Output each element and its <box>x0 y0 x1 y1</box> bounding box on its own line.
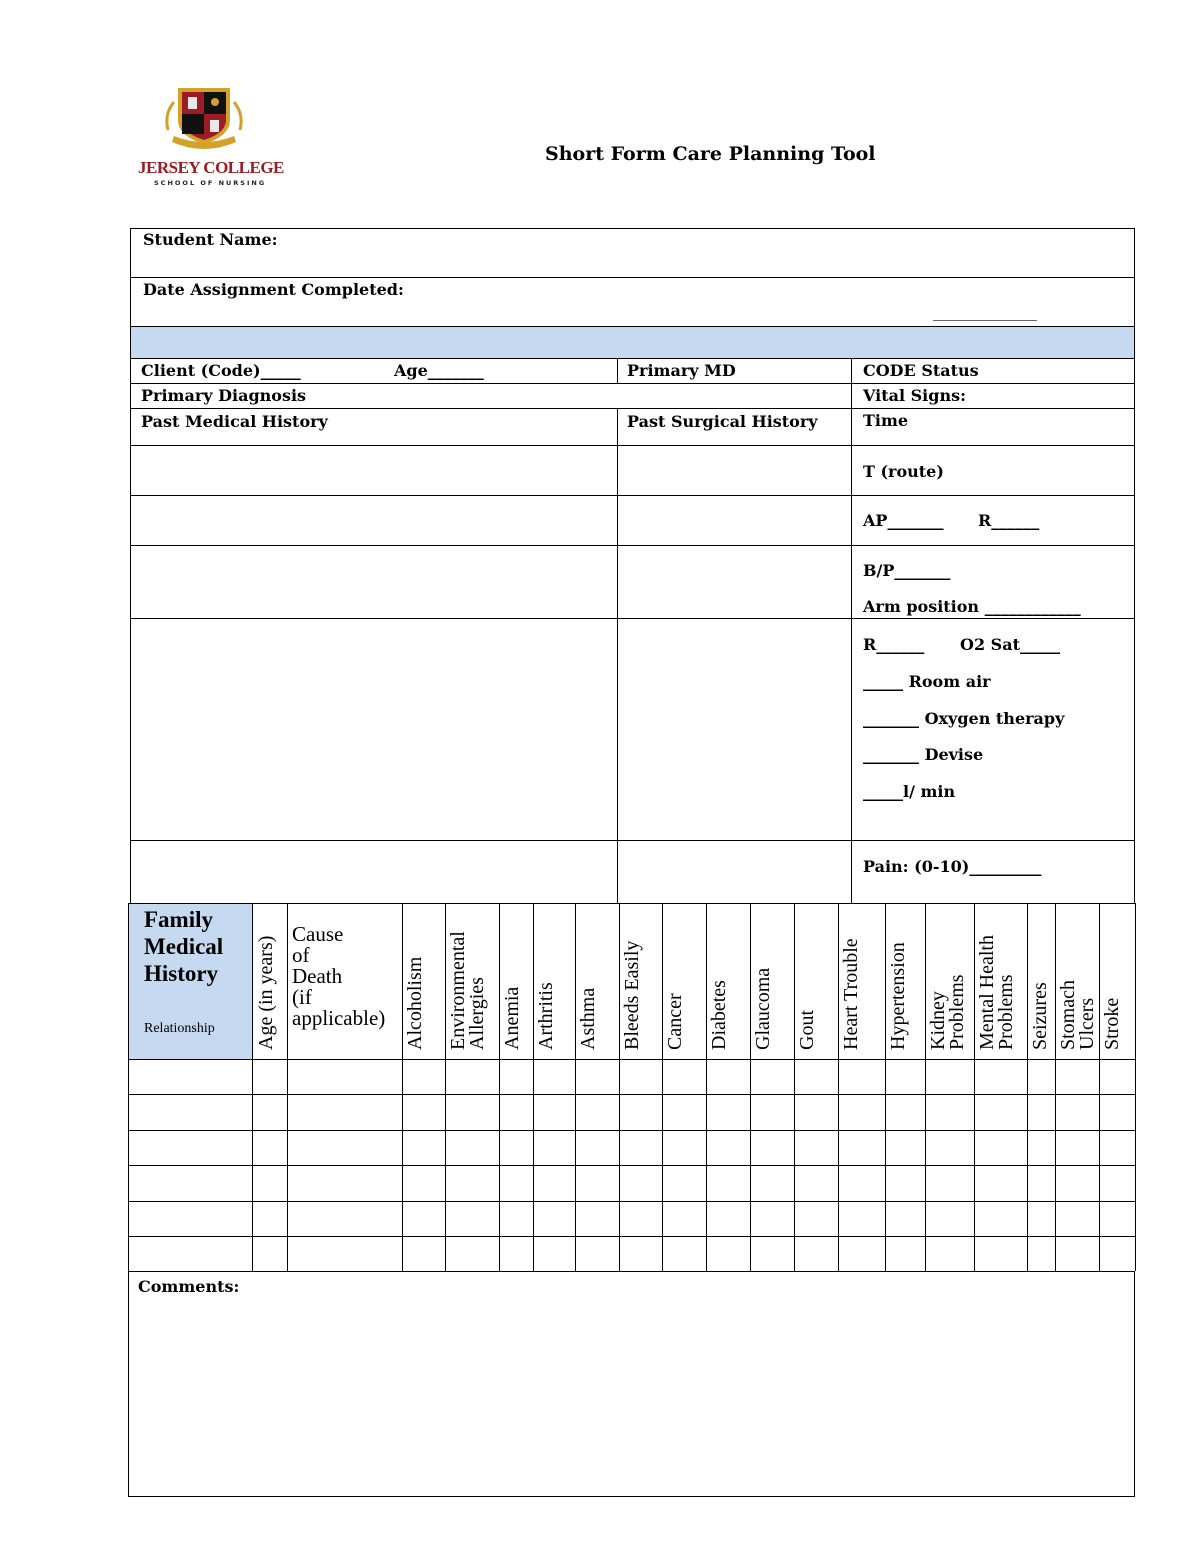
history-cell[interactable] <box>253 1131 287 1165</box>
history-cell[interactable] <box>500 1095 533 1130</box>
history-cell[interactable] <box>288 1202 402 1236</box>
history-cell[interactable] <box>534 1060 575 1094</box>
history-cell[interactable] <box>253 1166 287 1201</box>
history-cell[interactable] <box>500 1237 533 1271</box>
history-cell[interactable] <box>403 1131 445 1165</box>
condition-header-line: Problems <box>946 974 968 1050</box>
family-history-title: Family Medical History <box>144 907 224 986</box>
history-cell[interactable] <box>253 1202 287 1236</box>
arm-position-field[interactable]: Arm position ____________ <box>863 597 1081 616</box>
condition-header-line: Arthritis <box>535 982 557 1050</box>
date-completed-blank[interactable]: _____________ <box>933 302 1037 321</box>
condition-header-seizures <box>1031 982 1050 1050</box>
history-cell[interactable] <box>751 1060 794 1094</box>
condition-header-asthma <box>579 988 598 1050</box>
history-cell[interactable] <box>795 1095 838 1130</box>
history-cell[interactable] <box>707 1131 750 1165</box>
relationship-cell[interactable] <box>129 1202 252 1236</box>
history-cell[interactable] <box>446 1131 499 1165</box>
history-cell[interactable] <box>839 1060 885 1094</box>
condition-header-line: Gout <box>796 1010 818 1050</box>
history-cell[interactable] <box>886 1060 925 1094</box>
relationship-cell[interactable] <box>129 1095 252 1130</box>
age-column-header: Age (in years) <box>255 935 277 1050</box>
history-cell[interactable] <box>288 1060 402 1094</box>
primary-md-label[interactable]: Primary MD <box>627 361 736 380</box>
condition-header-gout <box>798 1010 817 1050</box>
history-cell[interactable] <box>1028 1202 1055 1236</box>
condition-header-heart-trouble <box>842 938 861 1050</box>
condition-header-line: Kidney <box>927 991 949 1050</box>
condition-header-line: Stomach <box>1057 980 1079 1050</box>
history-cell[interactable] <box>403 1095 445 1130</box>
age-field[interactable]: Age_______ <box>394 361 484 380</box>
history-cell[interactable] <box>926 1237 974 1271</box>
history-cell[interactable] <box>253 1237 287 1271</box>
history-cell[interactable] <box>576 1131 619 1165</box>
oxygen-device-field[interactable]: _______ Devise <box>863 745 984 764</box>
history-cell[interactable] <box>534 1237 575 1271</box>
history-cell[interactable] <box>975 1237 1027 1271</box>
condition-header-cancer <box>666 993 685 1050</box>
relationship-cell[interactable] <box>129 1166 252 1201</box>
history-cell[interactable] <box>620 1095 662 1130</box>
condition-header-line: Environmental <box>447 931 469 1050</box>
history-cell[interactable] <box>751 1237 794 1271</box>
history-cell[interactable] <box>576 1060 619 1094</box>
history-cell[interactable] <box>707 1166 750 1201</box>
history-cell[interactable] <box>1056 1237 1099 1271</box>
primary-diagnosis-label[interactable]: Primary Diagnosis <box>141 386 307 405</box>
logo-subtext: SCHOOL OF NURSING <box>154 179 267 187</box>
history-cell[interactable] <box>975 1095 1027 1130</box>
history-cell[interactable] <box>446 1202 499 1236</box>
history-cell[interactable] <box>1100 1202 1135 1236</box>
relationship-label: Relationship <box>144 1021 215 1036</box>
condition-header-line: Mental Health <box>976 935 998 1050</box>
date-completed-label[interactable]: Date Assignment Completed: <box>143 280 404 299</box>
room-air-field[interactable]: _____ Room air <box>863 672 991 691</box>
history-cell[interactable] <box>795 1060 838 1094</box>
history-cell[interactable] <box>663 1237 706 1271</box>
condition-header-line: Anemia <box>501 986 523 1050</box>
history-cell[interactable] <box>446 1060 499 1094</box>
client-code-field[interactable]: Client (Code)_____ <box>141 361 301 380</box>
history-cell[interactable] <box>446 1237 499 1271</box>
history-cell[interactable] <box>1028 1095 1055 1130</box>
history-cell[interactable] <box>1100 1237 1135 1271</box>
history-cell[interactable] <box>500 1166 533 1201</box>
history-cell[interactable] <box>707 1237 750 1271</box>
past-surgical-history-label: Past Surgical History <box>627 412 818 431</box>
history-cell[interactable] <box>751 1202 794 1236</box>
history-cell[interactable] <box>839 1131 885 1165</box>
history-cell[interactable] <box>534 1202 575 1236</box>
history-cell[interactable] <box>886 1202 925 1236</box>
vital-signs-label: Vital Signs: <box>863 386 966 405</box>
history-cell[interactable] <box>663 1131 706 1165</box>
history-cell[interactable] <box>926 1166 974 1201</box>
history-cell[interactable] <box>707 1095 750 1130</box>
history-cell[interactable] <box>1056 1131 1099 1165</box>
history-cell[interactable] <box>534 1166 575 1201</box>
condition-header-line: Allergies <box>466 977 488 1050</box>
temperature-field[interactable]: T (route) <box>863 462 944 481</box>
crest-icon <box>164 84 244 154</box>
comments-label: Comments: <box>138 1277 240 1296</box>
condition-header-line: Asthma <box>577 987 599 1050</box>
history-cell[interactable] <box>707 1202 750 1236</box>
history-cell[interactable] <box>500 1202 533 1236</box>
history-cell[interactable] <box>839 1202 885 1236</box>
history-cell[interactable] <box>446 1095 499 1130</box>
history-cell[interactable] <box>795 1166 838 1201</box>
jersey-college-logo <box>136 84 284 192</box>
history-cell[interactable] <box>795 1131 838 1165</box>
history-cell[interactable] <box>1028 1060 1055 1094</box>
history-cell[interactable] <box>620 1131 662 1165</box>
apical-pulse-field[interactable]: AP_______ <box>863 511 944 530</box>
history-cell[interactable] <box>926 1060 974 1094</box>
history-cell[interactable] <box>403 1166 445 1201</box>
page-title: Short Form Care Planning Tool <box>545 143 876 165</box>
history-cell[interactable] <box>886 1166 925 1201</box>
condition-header-diabetes <box>710 980 729 1050</box>
history-cell[interactable] <box>926 1202 974 1236</box>
condition-header-line: Diabetes <box>708 980 730 1050</box>
oxygen-therapy-field[interactable]: _______ Oxygen therapy <box>863 709 1065 728</box>
condition-header-line: Seizures <box>1029 982 1051 1050</box>
history-cell[interactable] <box>1100 1131 1135 1165</box>
condition-header-line: Stroke <box>1101 997 1123 1050</box>
condition-header-line: Hypertension <box>887 942 909 1050</box>
pain-scale-field[interactable]: Pain: (0-10)_________ <box>863 857 1042 876</box>
history-cell[interactable] <box>795 1237 838 1271</box>
history-cell[interactable] <box>1028 1237 1055 1271</box>
history-cell[interactable] <box>534 1095 575 1130</box>
condition-header-mental-health-problems <box>978 935 1016 1050</box>
history-cell[interactable] <box>663 1060 706 1094</box>
cause-of-death-header: Cause of Death (if applicable) <box>292 922 386 1030</box>
history-cell[interactable] <box>926 1131 974 1165</box>
history-cell[interactable] <box>403 1237 445 1271</box>
history-cell[interactable] <box>446 1166 499 1201</box>
condition-header-line: Alcoholism <box>404 956 426 1050</box>
history-cell[interactable] <box>926 1095 974 1130</box>
history-cell[interactable] <box>403 1202 445 1236</box>
history-cell[interactable] <box>975 1060 1027 1094</box>
history-cell[interactable] <box>576 1202 619 1236</box>
history-cell[interactable] <box>288 1131 402 1165</box>
history-cell[interactable] <box>663 1202 706 1236</box>
history-cell[interactable] <box>403 1060 445 1094</box>
comments-section[interactable] <box>128 1271 1135 1497</box>
grid-line <box>1135 903 1136 1271</box>
history-cell[interactable] <box>663 1095 706 1130</box>
condition-header-line: Cancer <box>664 993 686 1050</box>
history-cell[interactable] <box>288 1166 402 1201</box>
history-cell[interactable] <box>1028 1166 1055 1201</box>
history-cell[interactable] <box>1100 1166 1135 1201</box>
history-cell[interactable] <box>975 1131 1027 1165</box>
condition-header-stroke <box>1103 998 1122 1050</box>
history-cell[interactable] <box>975 1166 1027 1201</box>
history-cell[interactable] <box>839 1166 885 1201</box>
blood-pressure-field[interactable]: B/P_______ <box>863 561 951 580</box>
history-cell[interactable] <box>1056 1166 1099 1201</box>
condition-header-line: Glaucoma <box>752 967 774 1050</box>
history-cell[interactable] <box>886 1237 925 1271</box>
client-section <box>130 358 1135 904</box>
student-name-label[interactable]: Student Name: <box>143 230 278 249</box>
history-cell[interactable] <box>253 1095 287 1130</box>
condition-header-line: Ulcers <box>1076 997 1098 1050</box>
history-cell[interactable] <box>839 1095 885 1130</box>
history-cell[interactable] <box>1056 1060 1099 1094</box>
history-cell[interactable] <box>288 1095 402 1130</box>
history-cell[interactable] <box>1056 1095 1099 1130</box>
history-cell[interactable] <box>975 1202 1027 1236</box>
history-cell[interactable] <box>886 1095 925 1130</box>
history-cell[interactable] <box>576 1095 619 1130</box>
vitals-time-field[interactable]: Time <box>863 411 909 430</box>
history-cell[interactable] <box>1056 1202 1099 1236</box>
condition-header-line: Heart Trouble <box>840 938 862 1050</box>
history-cell[interactable] <box>663 1166 706 1201</box>
section-divider-bar <box>131 327 1134 358</box>
past-medical-history-label: Past Medical History <box>141 412 328 431</box>
condition-header-arthritis <box>537 982 556 1050</box>
history-cell[interactable] <box>576 1166 619 1201</box>
history-cell[interactable] <box>751 1131 794 1165</box>
condition-header-environmental-allergies <box>449 931 487 1050</box>
history-cell[interactable] <box>576 1237 619 1271</box>
relationship-cell[interactable] <box>129 1237 252 1271</box>
respiration-field[interactable]: R______ <box>978 511 1040 530</box>
condition-header-alcoholism <box>406 957 425 1050</box>
relationship-cell[interactable] <box>129 1060 252 1094</box>
history-cell[interactable] <box>620 1166 662 1201</box>
condition-header-glaucoma <box>754 968 773 1050</box>
history-cell[interactable] <box>500 1131 533 1165</box>
condition-header-anemia <box>503 987 522 1050</box>
history-cell[interactable] <box>620 1202 662 1236</box>
oxygen-flow-field[interactable]: _____l/ min <box>863 782 956 801</box>
history-cell[interactable] <box>620 1060 662 1094</box>
logo-text: JERSEY COLLEGE <box>138 158 284 177</box>
history-cell[interactable] <box>500 1060 533 1094</box>
condition-header-hypertension <box>889 942 908 1050</box>
respiration-field-2[interactable]: R______ <box>863 635 925 654</box>
history-cell[interactable] <box>751 1166 794 1201</box>
history-cell[interactable] <box>795 1202 838 1236</box>
history-cell[interactable] <box>839 1237 885 1271</box>
history-cell[interactable] <box>886 1131 925 1165</box>
condition-header-stomach-ulcers <box>1059 980 1097 1050</box>
grid-line <box>128 903 1135 904</box>
history-cell[interactable] <box>288 1237 402 1271</box>
history-cell[interactable] <box>620 1237 662 1271</box>
history-cell[interactable] <box>534 1131 575 1165</box>
condition-header-line: Problems <box>995 974 1017 1050</box>
condition-header-bleeds-easily <box>623 941 642 1050</box>
code-status-label[interactable]: CODE Status <box>863 361 979 380</box>
history-cell[interactable] <box>707 1060 750 1094</box>
condition-header-line: Bleeds Easily <box>621 940 643 1050</box>
history-cell[interactable] <box>1100 1060 1135 1094</box>
condition-header-kidney-problems <box>929 974 967 1050</box>
history-cell[interactable] <box>1028 1131 1055 1165</box>
history-cell[interactable] <box>1100 1095 1135 1130</box>
relationship-cell[interactable] <box>129 1131 252 1165</box>
o2-sat-field[interactable]: O2 Sat_____ <box>960 635 1060 654</box>
history-cell[interactable] <box>751 1095 794 1130</box>
history-cell[interactable] <box>253 1060 287 1094</box>
